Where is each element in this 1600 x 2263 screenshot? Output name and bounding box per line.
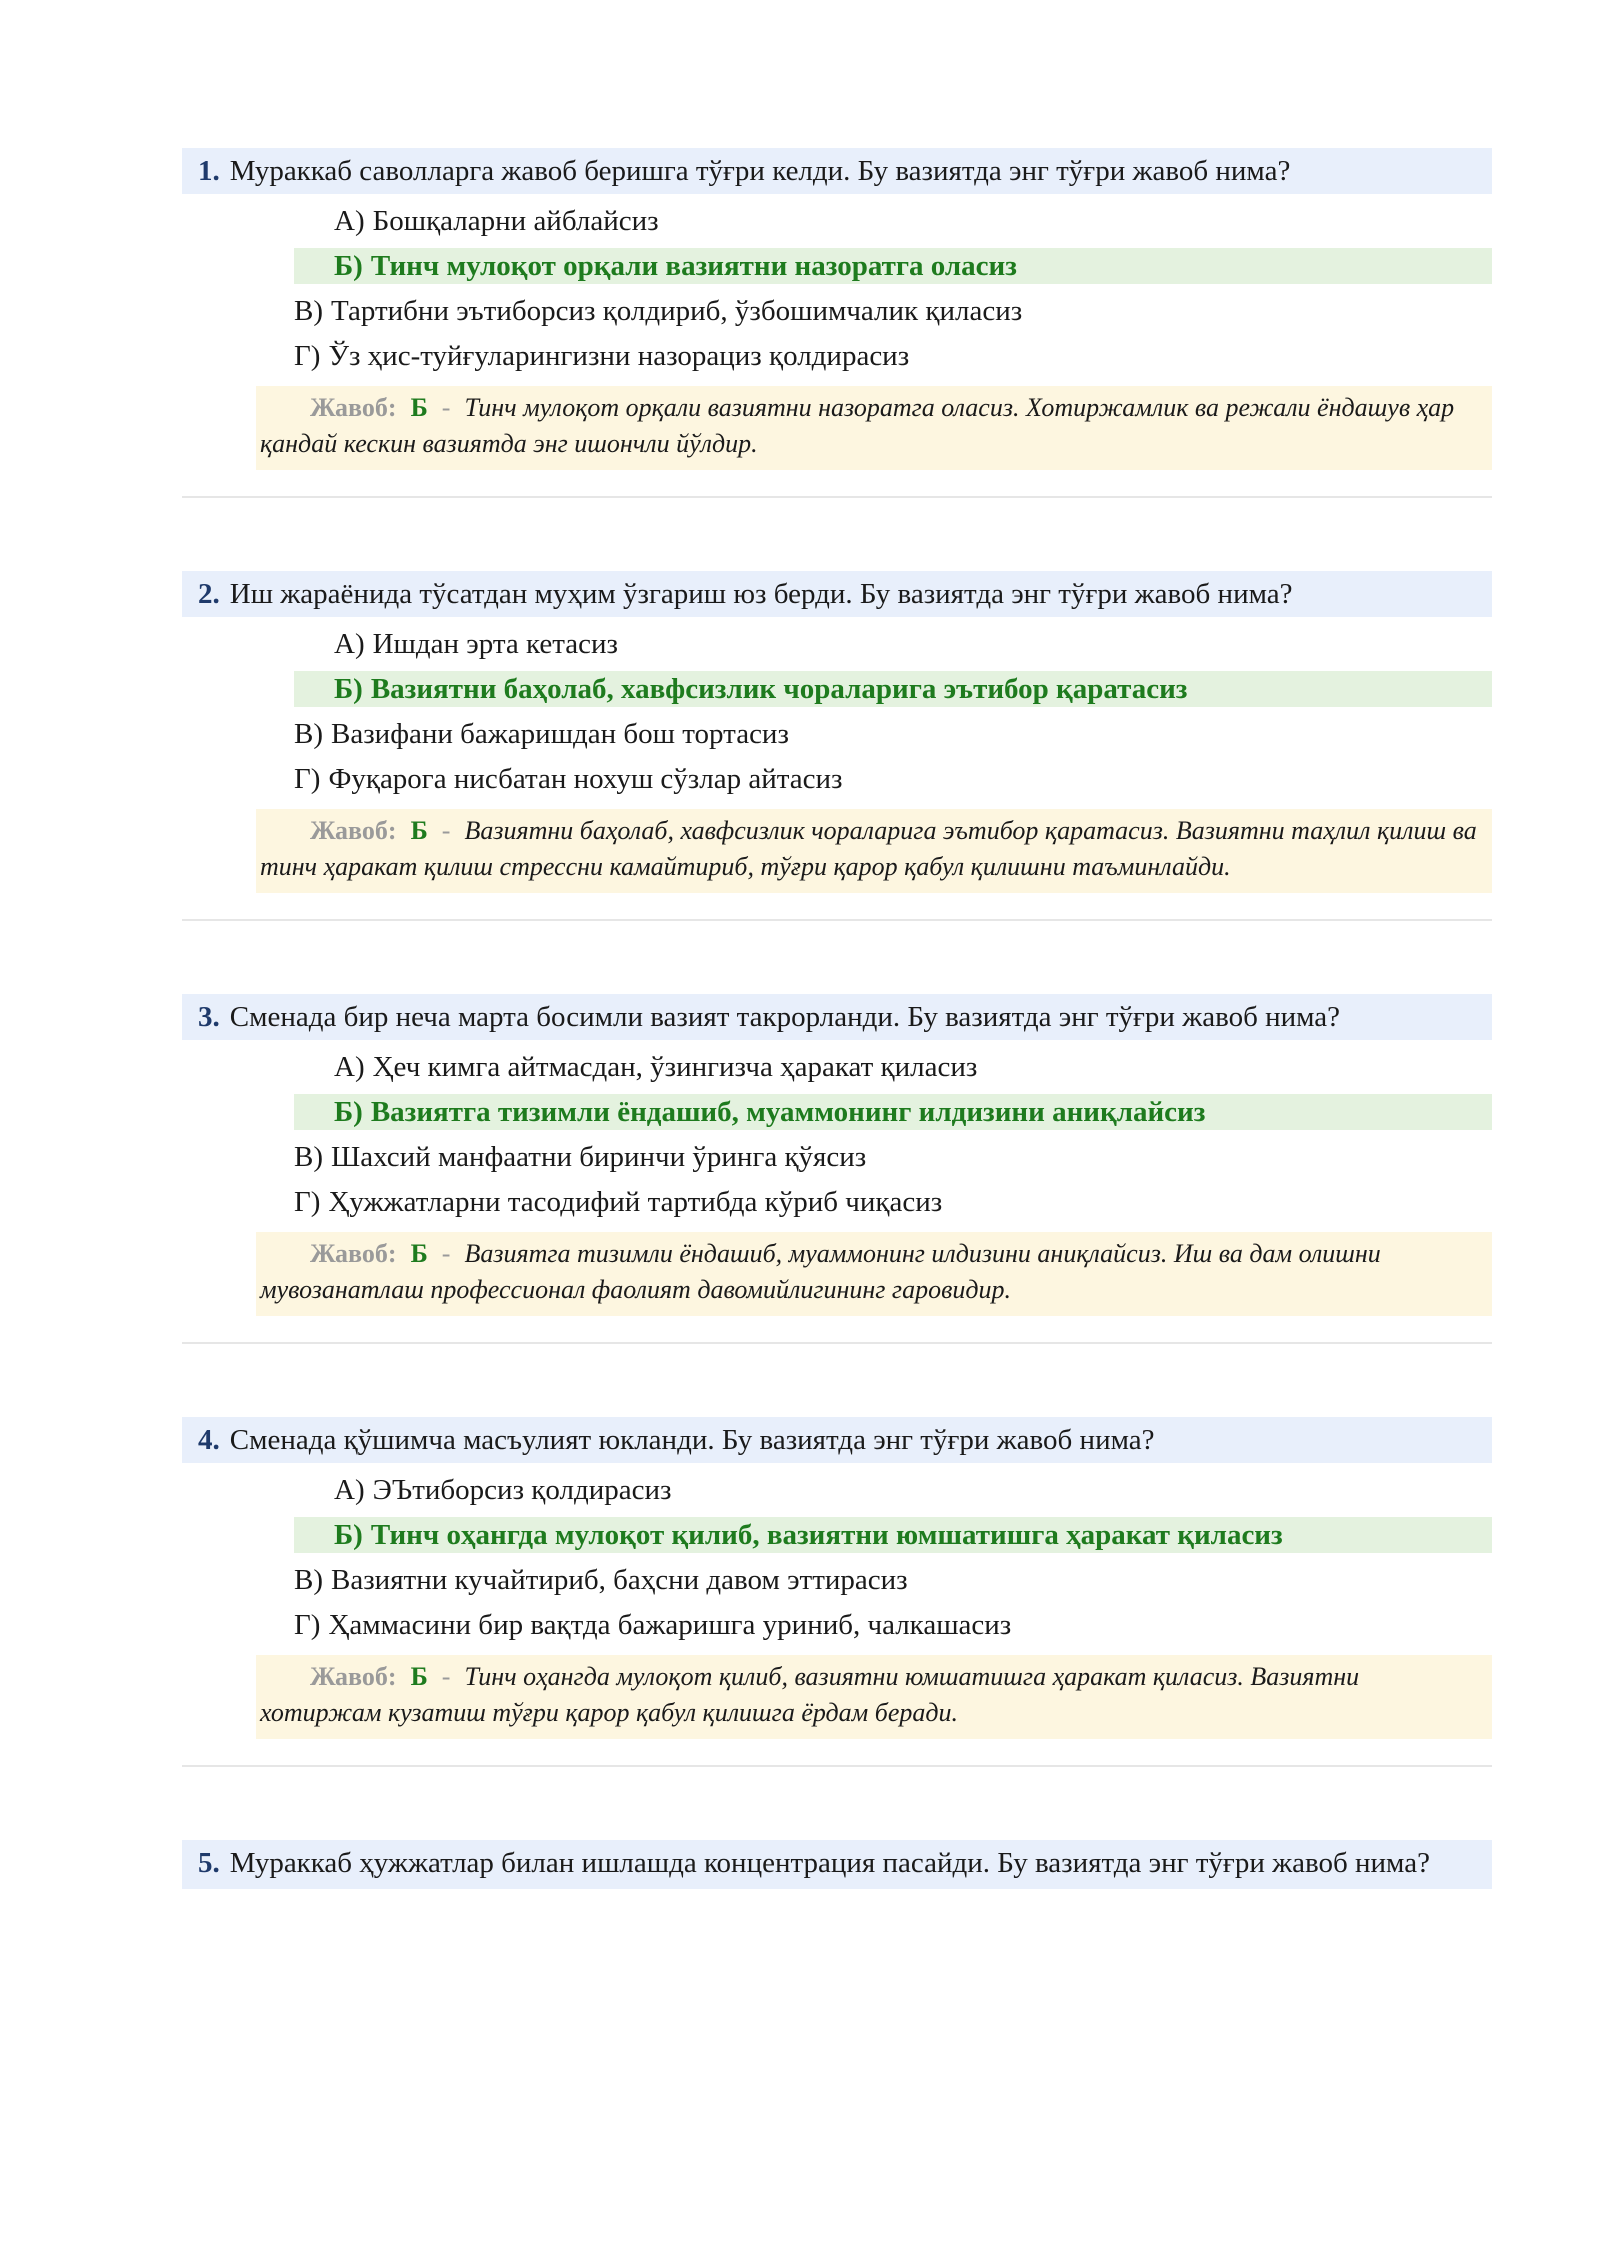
option-text: Вазифани бажаришдан бош тортасиз: [331, 718, 789, 750]
option-a: [182, 203, 1492, 239]
option-text: Ҳужжатларни тасодифий тартибда кўриб чиқасиз: [328, 1186, 943, 1218]
question-text: Мураккаб саволларга жавоб беришга тўғри келди. Бу вазиятда энг тўғри жавоб нима?: [229, 155, 1291, 187]
question-number: 2.: [198, 578, 220, 610]
answer-text: Вазиятга тизимли ёндашиб, муаммонинг илдизини аниқлайсиз. Иш ва дам олишни мувозанатлаш профессионал фаолият давомийлигининг гаровидир.: [260, 1239, 1381, 1304]
option-text: Ишдан эрта кетасиз: [372, 628, 618, 660]
option-d: [182, 1607, 1492, 1643]
option-text: Вазиятни баҳолаб, хавфсизлик чораларига эътибор қаратасиз: [370, 673, 1188, 705]
question-block: [182, 1417, 1492, 1840]
option-text: Вазиятга тизимли ёндашиб, муаммонинг илдизини аниқлайсиз: [370, 1096, 1206, 1128]
option-letter: В): [294, 1564, 323, 1596]
option-letter: А): [334, 1474, 365, 1506]
quiz-page: [182, 148, 1492, 2263]
option-text: Вазиятни кучайтириб, баҳсни давом эттирасиз: [331, 1564, 908, 1596]
question-heading: [182, 1417, 1492, 1463]
question-text: Сменада бир неча марта босимли вазият такрорланди. Бу вазиятда энг тўғри жавоб нима?: [229, 1001, 1341, 1033]
option-c: [182, 716, 1492, 752]
option-a: [182, 1049, 1492, 1085]
answer-letter: Б: [410, 816, 428, 845]
option-b-correct: [294, 1094, 1492, 1130]
option-a: [182, 626, 1492, 662]
option-text: Шахсий манфаатни биринчи ўринга қўясиз: [331, 1141, 867, 1173]
option-d: [182, 761, 1492, 797]
divider: [182, 496, 1492, 498]
question-heading: [182, 148, 1492, 194]
option-letter: Г): [294, 763, 321, 795]
option-b-correct: [294, 1517, 1492, 1553]
option-letter: В): [294, 295, 323, 327]
answer-dash: -: [441, 1662, 451, 1691]
option-letter: Г): [294, 1186, 321, 1218]
option-text: Тинч оҳангда мулоқот қилиб, вазиятни юмшатишга ҳаракат қиласиз: [370, 1519, 1283, 1551]
option-letter: Г): [294, 340, 321, 372]
option-letter: Б): [334, 673, 363, 705]
option-letter: Б): [334, 1519, 363, 1551]
option-letter: А): [334, 628, 365, 660]
question-heading: [182, 571, 1492, 617]
option-c: [182, 1562, 1492, 1598]
option-text: Ҳеч кимга айтмасдан, ўзингизча ҳаракат қиласиз: [372, 1051, 978, 1083]
answer-explanation: [256, 1232, 1492, 1316]
option-text: Ҳаммасини бир вақтда бажаришга уриниб, чалкашасиз: [328, 1609, 1012, 1641]
divider: [182, 919, 1492, 921]
answer-letter: Б: [410, 1662, 428, 1691]
question-block: [182, 148, 1492, 571]
answer-text: Тинч оҳангда мулоқот қилиб, вазиятни юмшатишга ҳаракат қиласиз. Вазиятни хотиржам кузатиш тўғри қарор қабул қилишга ёрдам беради.: [260, 1662, 1360, 1727]
option-a: [182, 1472, 1492, 1508]
option-letter: Б): [334, 250, 363, 282]
option-letter: Б): [334, 1096, 363, 1128]
option-d: [182, 1184, 1492, 1220]
option-letter: А): [334, 205, 365, 237]
answer-label: Жавоб:: [310, 1662, 397, 1691]
answer-label: Жавоб:: [310, 1239, 397, 1268]
option-c: [182, 1139, 1492, 1175]
question-block: [182, 994, 1492, 1417]
question-heading: [182, 994, 1492, 1040]
option-text: Тинч мулоқот орқали вазиятни назоратга оласиз: [370, 250, 1017, 282]
question-number: 5.: [198, 1847, 220, 1879]
answer-dash: -: [441, 393, 451, 422]
option-letter: А): [334, 1051, 365, 1083]
answer-letter: Б: [410, 393, 428, 422]
question-heading: [182, 1840, 1492, 1889]
option-text: ЭЪтиборсиз қолдирасиз: [372, 1474, 672, 1506]
option-b-correct: [294, 248, 1492, 284]
question-text: Мураккаб ҳужжатлар билан ишлашда концентрация пасайди. Бу вазиятда энг тўғри жавоб нима?: [229, 1847, 1430, 1879]
divider: [182, 1342, 1492, 1344]
question-text: Иш жараёнида тўсатдан муҳим ўзгариш юз берди. Бу вазиятда энг тўғри жавоб нима?: [229, 578, 1293, 610]
divider: [182, 1765, 1492, 1767]
answer-explanation: [256, 386, 1492, 470]
option-text: Ўз ҳис-туйғуларингизни назорациз қолдирасиз: [328, 340, 910, 372]
question-number: 1.: [198, 155, 220, 187]
answer-label: Жавоб:: [310, 816, 397, 845]
question-number: 3.: [198, 1001, 220, 1033]
answer-label: Жавоб:: [310, 393, 397, 422]
option-letter: В): [294, 718, 323, 750]
option-text: Бошқаларни айблайсиз: [372, 205, 659, 237]
answer-text: Тинч мулоқот орқали вазиятни назоратга оласиз. Хотиржамлик ва режали ёндашув ҳар қандай кескин вазиятда энг ишончли йўлдир.: [260, 393, 1455, 458]
option-text: Фуқарога нисбатан нохуш сўзлар айтасиз: [328, 763, 843, 795]
question-block: [182, 571, 1492, 994]
option-d: [182, 338, 1492, 374]
answer-text: Вазиятни баҳолаб, хавфсизлик чораларига эътибор қаратасиз. Вазиятни таҳлил қилиш ва тинч ҳаракат қилиш стрессни камайтириб, тўғри қарор қабул қилишни таъминлайди.: [260, 816, 1477, 881]
answer-dash: -: [441, 816, 451, 845]
answer-dash: -: [441, 1239, 451, 1268]
option-b-correct: [294, 671, 1492, 707]
option-letter: Г): [294, 1609, 321, 1641]
question-number: 4.: [198, 1424, 220, 1456]
answer-letter: Б: [410, 1239, 428, 1268]
answer-explanation: [256, 809, 1492, 893]
question-block: [182, 1840, 1492, 2263]
option-text: Тартибни эътиборсиз қолдириб, ўзбошимчалик қиласиз: [331, 295, 1023, 327]
option-c: [182, 293, 1492, 329]
option-letter: В): [294, 1141, 323, 1173]
question-text: Сменада қўшимча масъулият юкланди. Бу вазиятда энг тўғри жавоб нима?: [229, 1424, 1155, 1456]
answer-explanation: [256, 1655, 1492, 1739]
